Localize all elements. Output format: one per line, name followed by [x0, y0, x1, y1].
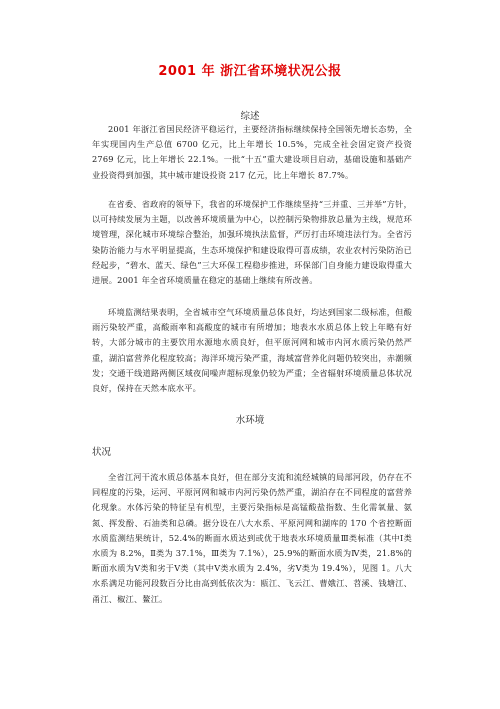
- overview-paragraph-1: 2001 年浙江省国民经济平稳运行，主要经济指标继续保持全国领先增长态势，全年实现国内生产总值 6700 亿元，比上年增长 10.5%，完成全社会固定资产投资 2769 亿元，比上年增长 22.1%。一批“十五”重大建设项目启动，基础设施和基础产业投资得到加强，其中城市建设投资 217 亿元，比上年增长 87.7%。: [92, 124, 412, 180]
- overview-heading: 综述: [240, 111, 260, 122]
- overview-paragraph-2: 在省委、省政府的领导下，我省的环境保护工作继续坚持“三并重、三并举”方针，以可持续发展为主题，以改善环境质量为中心，以控制污染物排放总量为主线，规范环境管理，深化城市环境综合整治，加强环境执法监督，严厉打击环境违法行为。全省污染防治能力与水平明显提高，生态环境保护和建设取得可喜成绩，农业农村污染防治已经起步，“碧水、蓝天、绿色”三大环保工程稳步推进，环保部门自身能力建设取得重大进展。2001 年全省环境质量在稳定的基础上继续有所改善。: [92, 199, 412, 286]
- water-paragraph-1: 全省江河干流水质总体基本良好，但在部分支流和流经城镇的局部河段，仍存在不同程度的污染，运河、平原河网和城市内河污染仍然严重，湖泊存在不同程度的富营养化现象。水体污染的特征呈有机型，主要污染指标是高锰酸盐指数、生化需氧量、氨氮、挥发酚、石油类和总磷。据分设在八大水系、平原河网和湖库的 170 个省控断面水质监测结果统计，52.4%的断面水质达到或优于地表水环境质量Ⅲ类标准（其中Ⅰ类水质为 8.2%，Ⅱ类为 37.1%，Ⅲ类为 7.1%），25.9%的断面水质为Ⅳ类，21.8%的断面水质为Ⅴ类和劣于Ⅴ类（其中Ⅴ类水质为 2.4%，劣Ⅴ类为 19.4%），见图 1。八大水系满足功能河段数百分比由高到低依次为：瓯江、飞云江、曹娥江、苕溪、钱塘江、甬江、椒江、鳌江。: [92, 472, 412, 604]
- document-title: 2001 年 浙江省环境状况公报: [158, 64, 342, 79]
- water-heading: 水环境: [235, 415, 265, 426]
- water-subheading: 状况: [92, 447, 112, 458]
- overview-paragraph-3: 环境监测结果表明，全省城市空气环境质量总体良好，均达到国家二级标准，但酸雨污染较严重，高酸雨率和高酸度的城市有所增加；地表水水质总体上较上年略有好转，大部分城市的主要饮用水源地水质良好，但平原河网和城市内河水质污染仍然严重，湖泊富营养化程度较高；海洋环境污染严重，海域富营养化问题仍较突出，赤潮频发；交通干线道路两侧区域夜间噪声超标现象仍较为严重；全省辐射环境质量总体状况良好，保持在天然本底水平。: [92, 307, 412, 394]
